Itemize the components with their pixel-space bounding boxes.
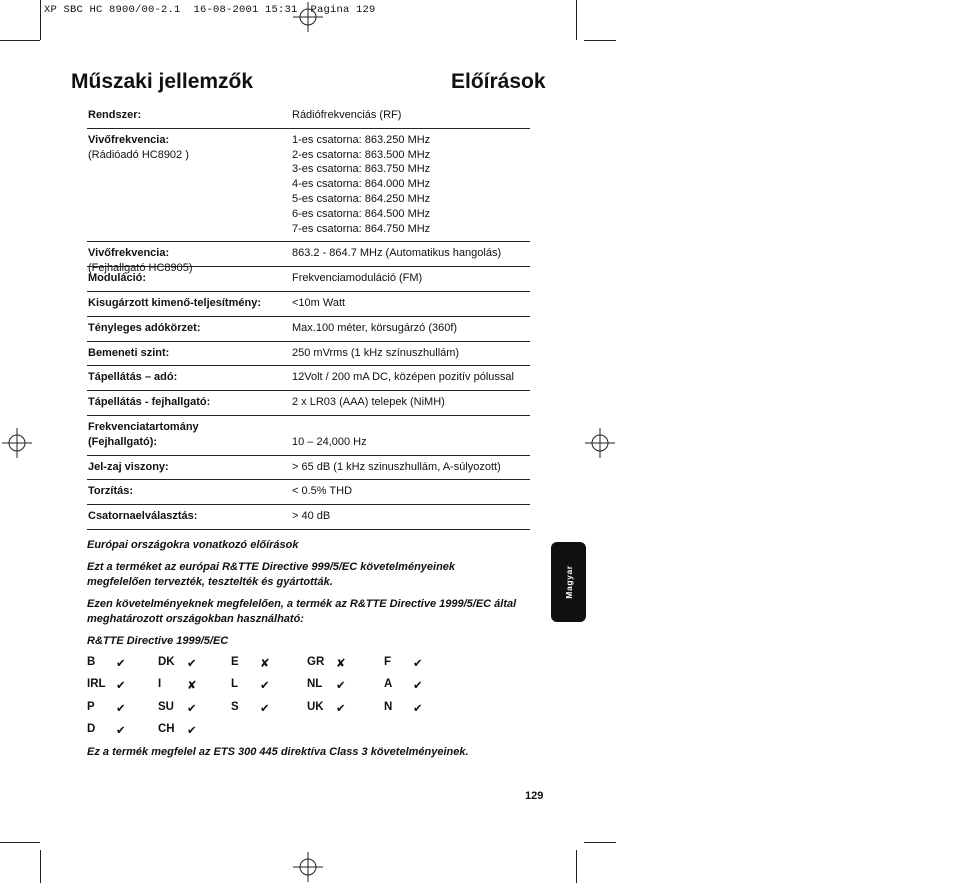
spec-label xyxy=(88,271,288,286)
cross-icon: ✘ xyxy=(336,658,346,670)
spec-value-line: > 65 dB (1 kHz szinuszhullám, A-súlyozott) xyxy=(292,460,501,473)
country-code: F xyxy=(384,656,392,668)
spec-label-text: Vivőfrekvencia: xyxy=(88,247,170,260)
check-icon: ✔ xyxy=(413,658,423,670)
spec-row xyxy=(87,267,530,292)
page-title-left: Műszaki jellemzők xyxy=(71,70,254,93)
country-code: SU xyxy=(158,700,174,713)
country-ch xyxy=(158,722,197,737)
spec-label-text: Bemeneti szint: xyxy=(88,346,170,359)
directive-label: R&TTE Directive 1999/5/EC xyxy=(87,635,229,647)
country-n xyxy=(384,700,423,715)
country-code: NL xyxy=(307,678,323,691)
check-icon: ✔ xyxy=(413,702,423,715)
spec-value-line: 3-es csatorna: 863.750 MHz xyxy=(292,163,431,176)
spec-row xyxy=(87,242,530,275)
crop-mark xyxy=(40,0,41,40)
spec-value-line: 2-es csatorna: 863.500 MHz xyxy=(292,148,431,161)
page-number: 129 xyxy=(525,790,544,802)
cross-icon: ✘ xyxy=(187,680,197,693)
country-s xyxy=(231,700,270,715)
spec-value-line: 12Volt / 200 mA DC, középen pozitív pólussal xyxy=(292,371,514,384)
country-code: S xyxy=(231,700,239,713)
spec-value xyxy=(292,296,530,311)
spec-value-line: > 40 dB xyxy=(292,510,331,523)
spec-value-line: 1-es csatorna: 863.250 MHz xyxy=(292,133,431,146)
spec-value xyxy=(292,321,530,336)
country-code: E xyxy=(231,656,239,668)
spec-label-text: Frekvenciatartomány xyxy=(88,420,199,433)
crop-mark xyxy=(0,842,40,843)
spec-row xyxy=(87,366,530,391)
check-icon: ✔ xyxy=(336,702,346,715)
check-icon: ✔ xyxy=(116,680,126,693)
country-code: DK xyxy=(158,656,175,668)
spec-value xyxy=(292,509,530,524)
country-su xyxy=(158,700,197,715)
language-tab-label: Magyar xyxy=(563,565,574,599)
country-a xyxy=(384,678,423,693)
country-code: D xyxy=(87,722,96,735)
spec-label xyxy=(88,420,288,450)
country-code: UK xyxy=(307,700,324,713)
crop-mark xyxy=(584,40,616,41)
spec-label-text: Kisugárzott kimenő-teljesítmény: xyxy=(88,296,261,309)
spec-value-line: 10 – 24,000 Hz xyxy=(292,435,367,448)
spec-label xyxy=(88,108,288,123)
country-code: IRL xyxy=(87,678,106,691)
country-code: A xyxy=(384,678,393,691)
country-i xyxy=(158,678,197,693)
spec-row xyxy=(87,104,530,129)
country-irl xyxy=(87,678,126,693)
spec-value-line xyxy=(292,420,530,435)
spec-value xyxy=(292,370,530,385)
spec-label xyxy=(88,484,288,499)
regulations-paragraph-1: Ezt a terméket az európai R&TTE Directive 999/5/EC követelményeinek megfelelően tervezték, tesztelték és gyártották. xyxy=(87,561,456,588)
country-b xyxy=(87,656,126,670)
spec-row xyxy=(87,391,530,416)
spec-sublabel: (Rádióadó HC8902 ) xyxy=(88,148,189,161)
crop-mark xyxy=(576,850,577,883)
spec-value-line: 7-es csatorna: 864.750 MHz xyxy=(292,222,431,235)
country-gr xyxy=(307,656,346,670)
spec-label xyxy=(88,296,288,311)
country-code: CH xyxy=(158,722,175,735)
spec-label xyxy=(88,370,288,385)
spec-value-line: 250 mVrms (1 kHz színuszhullám) xyxy=(292,346,460,359)
country-code: P xyxy=(87,700,95,713)
spec-row xyxy=(87,292,530,317)
check-icon: ✔ xyxy=(116,702,126,715)
registration-mark-icon xyxy=(293,2,323,32)
check-icon: ✔ xyxy=(260,702,270,715)
spec-sublabel: (Fejhallgató HC8905) xyxy=(88,262,193,275)
spec-value-line: 4-es csatorna: 864.000 MHz xyxy=(292,178,431,191)
spec-value xyxy=(292,395,530,410)
spec-value-line: <10m Watt xyxy=(292,296,346,309)
spec-value-line: 6-es csatorna: 864.500 MHz xyxy=(292,207,431,220)
spec-label-text: Vivőfrekvencia: xyxy=(88,133,170,146)
spec-label-text: Moduláció: xyxy=(88,272,147,285)
crop-mark xyxy=(0,40,40,41)
check-icon: ✔ xyxy=(187,702,197,715)
country-code: I xyxy=(158,678,162,691)
spec-value xyxy=(292,460,530,475)
country-code: N xyxy=(384,700,393,713)
spec-value xyxy=(292,420,530,450)
country-code: GR xyxy=(307,656,325,668)
country-d xyxy=(87,722,126,737)
language-tab xyxy=(551,542,586,622)
spec-label-text: Csatornaelválasztás: xyxy=(88,510,198,523)
spec-value xyxy=(292,271,530,286)
spec-label-text: Tényleges adókörzet: xyxy=(88,321,201,334)
spec-value-line: Frekvenciamoduláció (FM) xyxy=(292,272,423,285)
check-icon: ✔ xyxy=(187,658,197,670)
crop-mark xyxy=(576,0,577,40)
spec-row xyxy=(87,342,530,367)
spec-row xyxy=(87,416,530,456)
country-l xyxy=(231,678,270,693)
spec-label xyxy=(88,346,288,361)
spec-value-line: < 0.5% THD xyxy=(292,485,353,498)
registration-mark-icon xyxy=(585,428,615,458)
spec-label-text: Tápellátás – adó: xyxy=(88,371,178,384)
check-icon: ✔ xyxy=(187,724,197,737)
spec-value xyxy=(292,484,530,499)
spec-label-text: Tápellátás - fejhallgató: xyxy=(88,396,211,409)
country-code: B xyxy=(87,656,96,668)
spec-label xyxy=(88,395,288,410)
spec-label-text: Rendszer: xyxy=(88,109,142,121)
registration-mark-icon xyxy=(293,852,323,882)
spec-label xyxy=(88,133,288,163)
regulations-paragraph-2: Ezen követelményeknek megfelelően, a termék az R&TTE Directive 1999/5/EC által meghatározott országokban használható: xyxy=(87,598,517,625)
spec-label-text: Jel-zaj viszony: xyxy=(88,460,169,473)
spec-value xyxy=(292,346,530,361)
spec-table xyxy=(87,104,530,530)
spec-value xyxy=(292,133,530,237)
print-header: XP SBC HC 8900/00-2.1 16-08-2001 15:31 Pagina 129 xyxy=(44,4,376,16)
spec-row xyxy=(87,456,530,481)
spec-value-line: 2 x LR03 (AAA) telepek (NiMH) xyxy=(292,396,445,409)
country-dk xyxy=(158,656,197,670)
crop-mark xyxy=(584,842,616,843)
spec-value-line: 5-es csatorna: 864.250 MHz xyxy=(292,192,431,205)
country-uk xyxy=(307,700,346,715)
spec-row xyxy=(87,129,530,243)
check-icon: ✔ xyxy=(260,680,270,693)
spec-value xyxy=(292,108,530,123)
spec-value-line: Rádiófrekvenciás (RF) xyxy=(292,109,402,121)
country-e xyxy=(231,656,270,670)
spec-value-line: 863.2 - 864.7 MHz (Automatikus hangolás) xyxy=(292,247,502,260)
spec-label xyxy=(88,460,288,475)
spec-label xyxy=(88,509,288,524)
page-title-right: Előírások xyxy=(451,70,546,93)
country-f xyxy=(384,656,423,670)
check-icon: ✔ xyxy=(116,724,126,737)
spec-row xyxy=(87,317,530,342)
country-p xyxy=(87,700,126,715)
country-code: L xyxy=(231,678,239,691)
regulations-footer: Ez a termék megfelel az ETS 300 445 direktíva Class 3 követelményeinek. xyxy=(87,746,469,758)
check-icon: ✔ xyxy=(413,680,423,693)
cross-icon: ✘ xyxy=(260,658,270,670)
spec-label xyxy=(88,321,288,336)
check-icon: ✔ xyxy=(116,658,126,670)
country-nl xyxy=(307,678,346,693)
check-icon: ✔ xyxy=(336,680,346,693)
spec-label-text: (Fejhallgató): xyxy=(88,435,158,448)
spec-value xyxy=(292,246,530,261)
spec-value-line: Max.100 méter, körsugárzó (360f) xyxy=(292,321,458,334)
crop-mark xyxy=(40,850,41,883)
registration-mark-icon xyxy=(2,428,32,458)
spec-row xyxy=(87,480,530,505)
spec-label-text: Torzítás: xyxy=(88,485,134,498)
regulations-heading: Európai országokra vonatkozó előírások xyxy=(87,539,299,551)
spec-row xyxy=(87,505,530,530)
